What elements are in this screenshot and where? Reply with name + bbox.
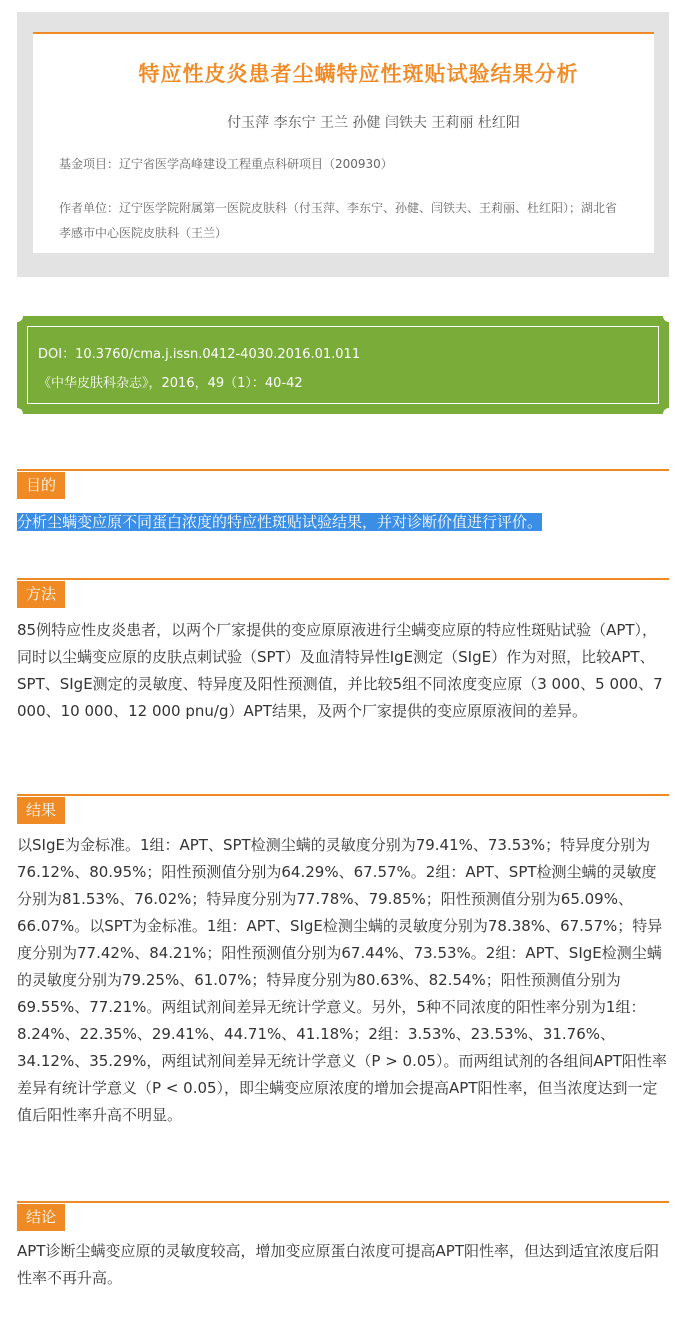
section-divider [17,469,669,471]
section-label-methods: 方法 [17,581,65,608]
citation-frame [27,326,659,404]
objective-text[interactable] [17,509,669,536]
author-list: 付玉萍 李东宁 王兰 孙健 闫铁夫 王莉丽 杜红阳 [227,115,520,131]
section-divider [17,794,669,796]
results-text: 以SIgE为金标准。1组：APT、SPT检测尘螨的灵敏度分别为79.41%、73.53%；特异度分别为76.12%、80.95%；阳性预测值分别为64.29%、67.57%。2组：APT、SPT检测尘螨的灵敏度分别为81.53%、76.02%；特异度分别为77.78%、79.85%；阳性预测值分别为65.09%、66.07%。以SPT为金标准。1组：APT、SIgE检测尘螨的灵敏度分别为78.38%、67.57%；特异度分别为77.42%、84.21%；阳性预测值分别为67.44%、73.53%。2组：APT、SIgE检测尘螨的灵敏度分别为79.25%、61.07%；特异度分别为80.63%、82.54%；阳性预测值分别为69.55%、77.21%。两组试剂间差异无统计学意义。另外，5种不同浓度的阳性率分别为1组：8.24%、22.35%、29.41%、44.71%、41.18%；2组：3.53%、23.53%、31.76%、34.12%、35.29%，两组试剂间差异无统计学意义（P > 0.05）。而两组试剂的各组间APT阳性率差异有统计学意义（P < 0.05），即尘螨变应原浓度的增加会提高APT阳性率，但当浓度达到一定值后阳性率升高不明显。 [17,836,667,1124]
section-divider [17,578,669,580]
corner-notch [11,408,23,420]
methods-text: 85例特应性皮炎患者，以两个厂家提供的变应原原液进行尘螨变应原的特应性斑贴试验（APT），同时以尘螨变应原的皮肤点刺试验（SPT）及血清特异性IgE测定（SIgE）作为对照，比较APT、SPT、SIgE测定的灵敏度、特异度及阳性预测值，并比较5组不同浓度变应原（3 000、5 000、7 000、10 000、12 000 pnu/g）APT结果，及两个厂家提供的变应原原液间的差异。 [17,621,663,720]
section-label-conclusion: 结论 [17,1204,65,1231]
fund-info: 基金项目：辽宁省医学高峰建设工程重点科研项目（200930） [59,157,393,171]
corner-notch [663,310,675,322]
citation-box [17,316,669,414]
header-card [33,32,654,253]
section-divider [17,1201,669,1203]
article-title: 特应性皮炎患者尘螨特应性斑贴试验结果分析 [138,62,579,86]
section-label-results: 结果 [17,797,65,824]
selected-text[interactable]: 分析尘螨变应原不同蛋白浓度的特应性斑贴试验结果，并对诊断价值进行评价。 [17,513,543,531]
article-header [17,12,669,277]
section-label-objective: 目的 [17,472,65,499]
journal-citation: 《中华皮肤科杂志》，2016，49（1）：40-42 [38,376,303,391]
doi-text[interactable]: DOI：10.3760/cma.j.issn.0412-4030.2016.01.011 [38,347,361,362]
author-affiliation: 作者单位：辽宁医学院附属第一医院皮肤科（付玉萍、李东宁、孙健、闫铁夫、王莉丽、杜红阳）；湖北省孝感市中心医院皮肤科（王兰） [59,201,618,240]
conclusion-text: APT诊断尘螨变应原的灵敏度较高，增加变应原蛋白浓度可提高APT阳性率，但达到适宜浓度后阳性率不再升高。 [17,1242,659,1287]
